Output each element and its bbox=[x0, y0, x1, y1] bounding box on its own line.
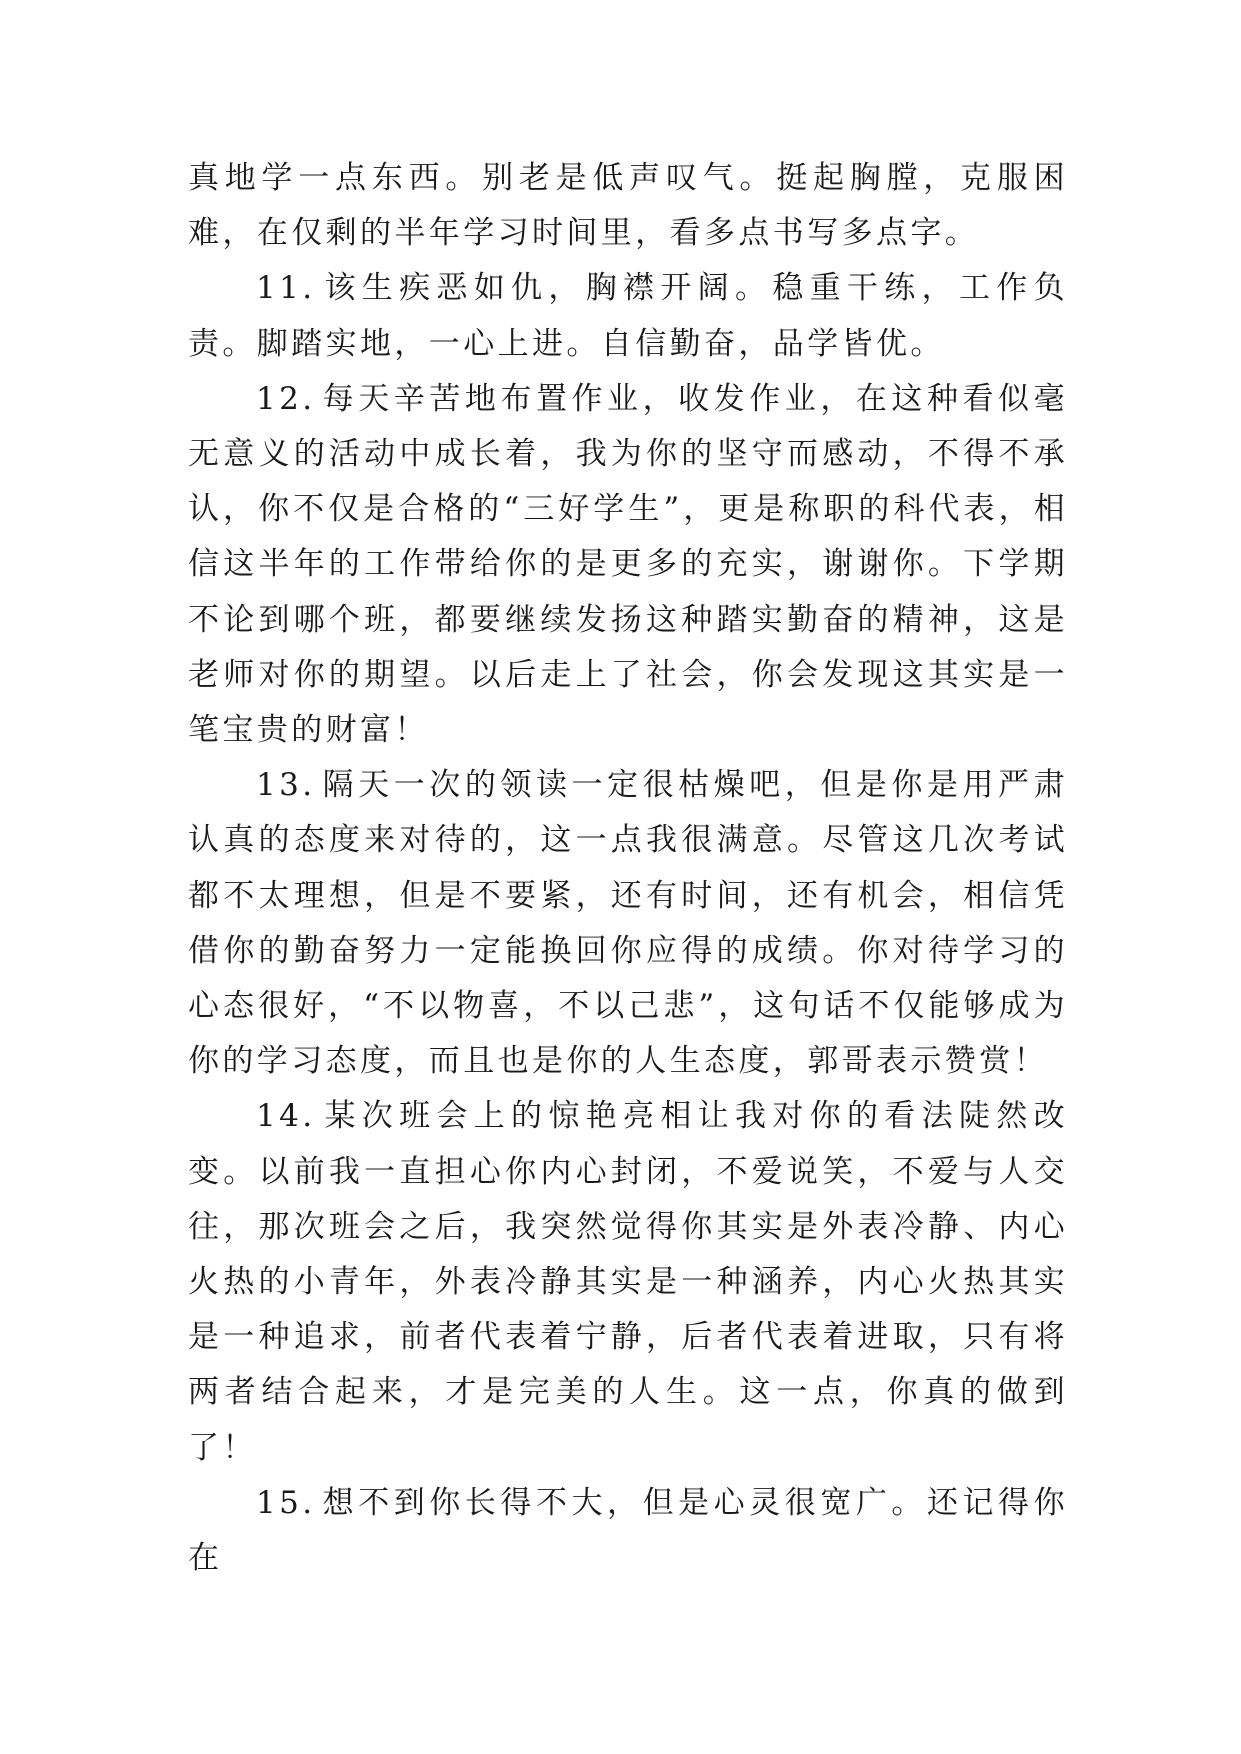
item-number: 12. bbox=[256, 380, 316, 417]
item-text: 想不到你长得不大，但是心灵很宽广。还记得你在 bbox=[188, 1484, 1068, 1577]
item-number: 14. bbox=[256, 1098, 316, 1135]
comment-item-11 bbox=[188, 261, 1068, 371]
continuation-paragraph: 真地学一点东西。别老是低声叹气。挺起胸膛，克服困难，在仅剩的半年学习时间里，看多点书写多点字。 bbox=[188, 160, 1068, 252]
item-number: 15. bbox=[256, 1484, 316, 1521]
comment-item-15 bbox=[188, 1476, 1068, 1586]
item-text: 该生疾恶如仇，胸襟开阔。稳重干练，工作负责。脚踏实地，一心上进。自信勤奋，品学皆优。 bbox=[188, 270, 1068, 362]
item-text: 每天辛苦地布置作业，收发作业，在这种看似毫无意义的活动中成长着，我为你的坚守而感动，不得不承认，你不仅是合格的“三好学生”，更是称职的科代表，相信这半年的工作带给你的是更多的充实，谢谢你。下学期不论到哪个班，都要继续发扬这种踏实勤奋的精神，这是老师对你的期望。以后走上了社会，你会发现这其实是一笔宝贵的财富！ bbox=[188, 380, 1068, 749]
document-page bbox=[188, 151, 1068, 1586]
item-number: 11. bbox=[256, 270, 316, 307]
comment-item-12 bbox=[188, 372, 1068, 758]
comment-item-13 bbox=[188, 758, 1068, 1089]
item-text: 隔天一次的领读一定很枯燥吧，但是你是用严肃认真的态度来对待的，这一点我很满意。尽管这几次考试都不太理想，但是不要紧，还有时间，还有机会，相信凭借你的勤奋努力一定能换回你应得的成绩。你对待学习的心态很好，“不以物喜，不以己悲”，这句话不仅能够成为你的学习态度，而且也是你的人生态度，郭哥表示赞赏！ bbox=[188, 767, 1068, 1080]
item-number: 13. bbox=[256, 767, 316, 804]
comment-item-14 bbox=[188, 1089, 1068, 1475]
item-text: 某次班会上的惊艳亮相让我对你的看法陡然改变。以前我一直担心你内心封闭，不爱说笑，不爱与人交往，那次班会之后，我突然觉得你其实是外表冷静、内心火热的小青年，外表冷静其实是一种涵养，内心火热其实是一种追求，前者代表着宁静，后者代表着进取，只有将两者结合起来，才是完美的人生。这一点，你真的做到了！ bbox=[188, 1098, 1068, 1466]
